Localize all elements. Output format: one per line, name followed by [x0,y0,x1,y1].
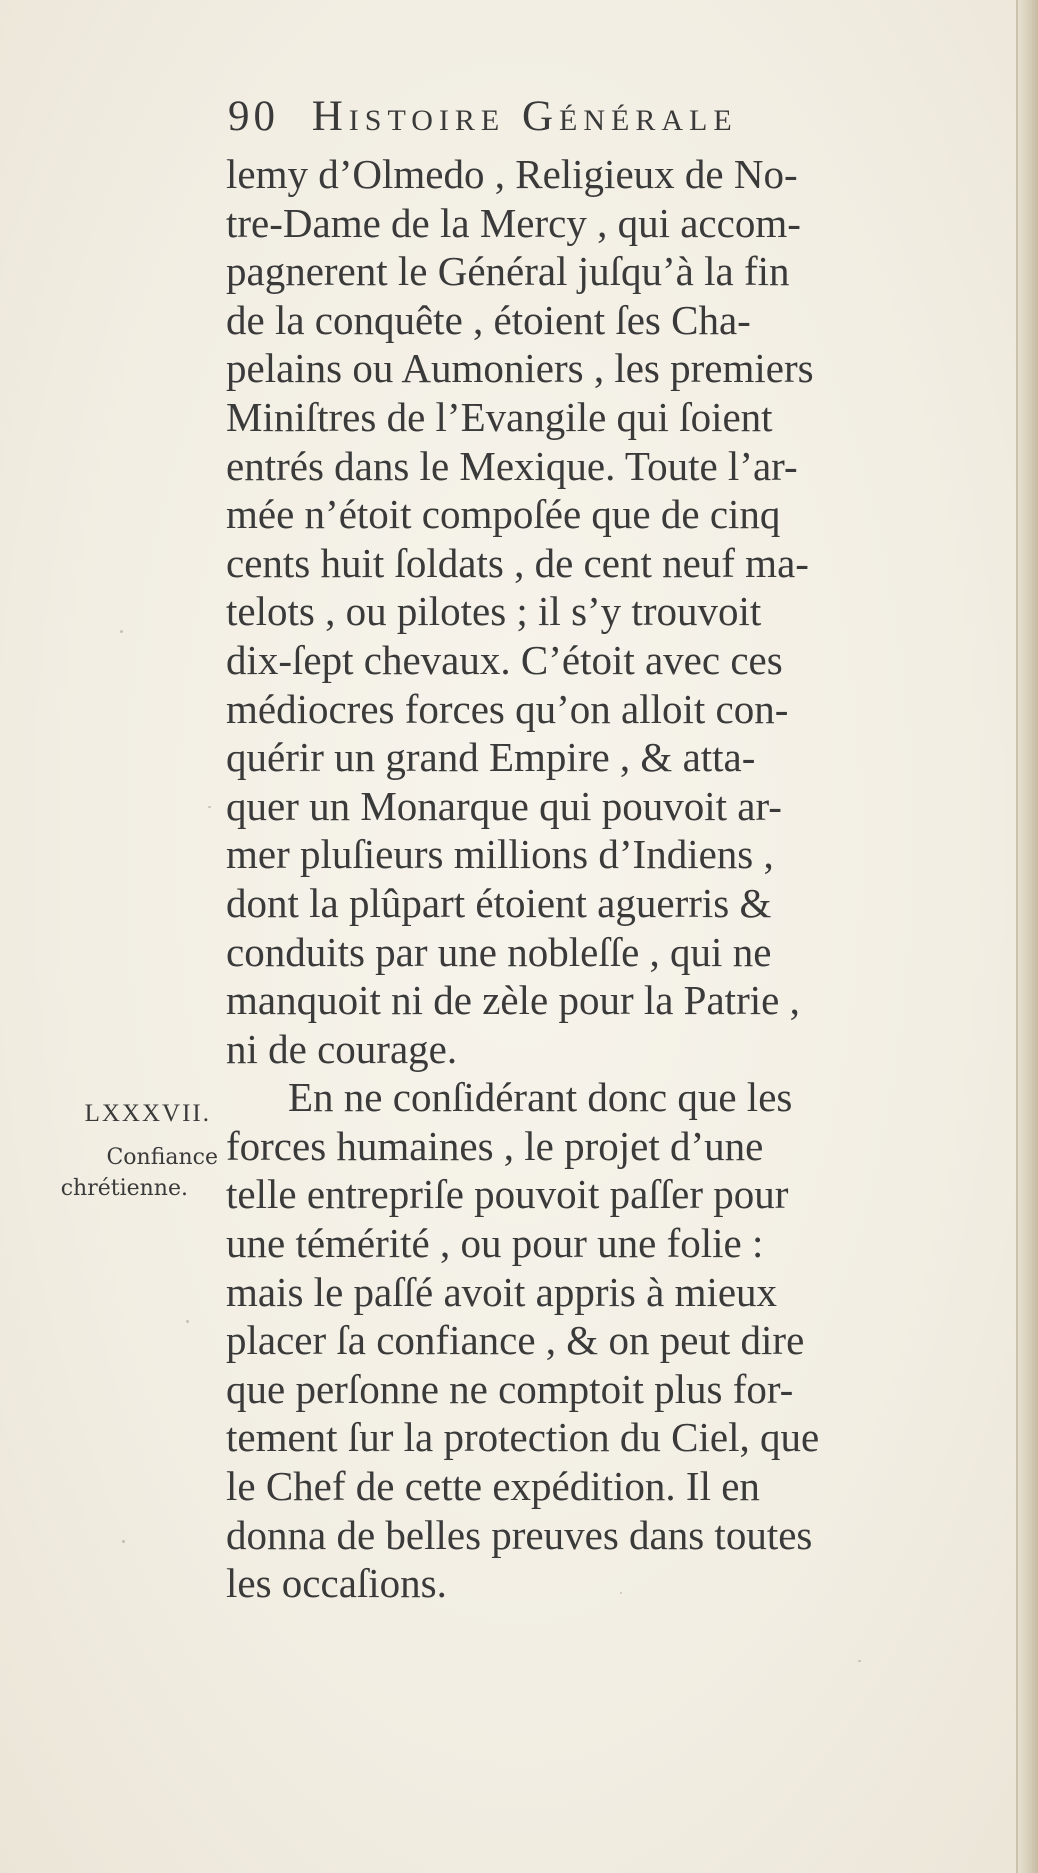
text-line: pagnerent le Général juſqu’à la fin [226,248,790,295]
text-line: de la conquête , étoient ſes Cha- [226,296,751,343]
page-edge-line [1016,0,1018,1873]
text-line: une témérité , ou pour une folie : [226,1220,764,1267]
text-line: mée n’étoit compoſée que de cinq [226,491,781,538]
text-line: médiocres forces qu’on alloit con- [226,685,789,732]
text-line: dix-ſept chevaux. C’étoit avec ces [226,636,783,683]
text-line: que perſonne ne comptoit plus for- [226,1365,794,1412]
paper-speck [120,630,123,633]
margin-note-line: chrétienne. [60,1176,188,1201]
margin-section-numeral: LXXXVII. [84,1100,211,1127]
text-line: mais le paſſé avoit appris à mieux [226,1268,778,1315]
text-line: Miniſtres de l’Evangile qui ſoient [226,393,773,440]
margin-note-line: Confiance [106,1145,218,1170]
text-line: donna de belles preuves dans toutes [226,1511,813,1558]
text-line: mer pluſieurs millions d’Indiens , [226,831,774,878]
page-number: 90 [228,93,279,140]
text-line: lemy d’Olmedo , Religieux de No- [226,151,798,197]
paper-speck [858,1660,861,1662]
page-header [228,92,928,148]
text-line: En ne conſidérant donc que les [288,1074,793,1121]
text-line: manquoit ni de zèle pour la Patrie , [226,977,800,1024]
paper-speck [208,806,211,808]
text-line: forces humaines , le projet d’une [226,1122,764,1169]
text-line: pelains ou Aumoniers , les premiers [226,345,814,392]
running-title: Histoire Générale [311,93,738,140]
text-line: dont la plûpart étoient aguerris & [226,879,772,926]
text-line: quer un Monarque qui pouvoit ar- [226,782,782,829]
text-line: tre-Dame de la Mercy , qui accom- [226,199,801,246]
text-line: quérir un grand Empire , & atta- [226,734,756,781]
text-line: placer ſa confiance , & on peut dire [226,1317,805,1364]
text-line: entrés dans le Mexique. Toute l’ar- [226,442,798,489]
text-line: ni de courage. [226,1025,458,1072]
page-edge [1016,0,1038,1873]
text-line: cents huit ſoldats , de cent neuf ma- [226,539,809,586]
text-line: les occaſions. [226,1560,447,1607]
text-line: le Chef de cette expédition. Il en [226,1463,760,1510]
paper-speck [122,1540,125,1543]
text-line: tement ſur la protection du Ciel, que [226,1414,820,1461]
paper-speck [620,1592,622,1594]
text-line: telle entrepriſe pouvoit paſſer pour [226,1171,789,1218]
text-line: conduits par une nobleſſe , qui ne [226,928,772,975]
paper-speck [186,1320,189,1323]
body-text [226,150,966,1608]
text-line: telots , ou pilotes ; il s’y trouvoit [226,588,762,635]
